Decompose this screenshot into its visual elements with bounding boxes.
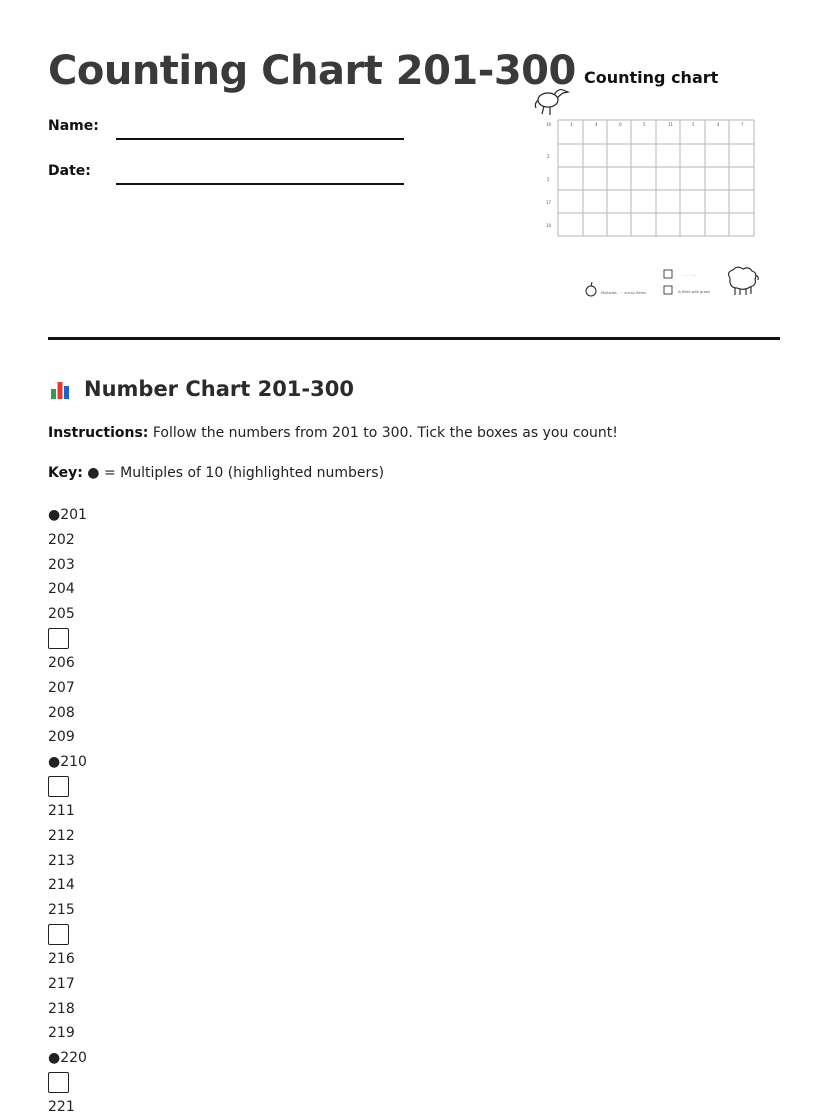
tick-checkbox[interactable] <box>48 1072 69 1093</box>
number-item: 218 <box>48 1000 75 1017</box>
thumb-col-label: 11 <box>668 122 674 127</box>
thumb-row-label: 10 <box>546 122 552 127</box>
number-item: 212 <box>48 827 75 844</box>
number-list <box>48 503 87 1120</box>
section-title: Number Chart 201-300 <box>84 377 354 401</box>
number-item: 206 <box>48 654 75 671</box>
number-item: 221 <box>48 1098 75 1115</box>
number-item: ●210 <box>48 754 87 771</box>
thumb-col-label: 5 <box>692 122 695 127</box>
thumb-col-label: 4 <box>717 122 720 127</box>
tick-checkbox[interactable] <box>48 776 69 797</box>
number-item: ●220 <box>48 1050 87 1067</box>
thumbnail-row-labels <box>546 122 552 228</box>
date-field[interactable] <box>116 183 404 185</box>
number-item: 208 <box>48 704 75 721</box>
number-item: 213 <box>48 852 75 869</box>
number-item: 202 <box>48 531 75 548</box>
apple-icon <box>586 282 596 296</box>
thumb-checkbox <box>664 286 672 294</box>
thumb-row-label: 2 <box>547 154 550 159</box>
thumb-legend-a: Multiples · · · sunny items <box>601 291 646 295</box>
thumb-dots: · · · ◦◦ <box>684 273 697 278</box>
number-item: 217 <box>48 975 75 992</box>
section-divider <box>48 337 780 340</box>
thumb-col-label: 0 <box>619 122 622 127</box>
tick-checkbox[interactable] <box>48 628 69 649</box>
thumb-checkbox <box>664 270 672 278</box>
key-text: ● = Multiples of 10 (highlighted numbers) <box>82 465 385 481</box>
number-item: 216 <box>48 950 75 967</box>
thumb-col-label: 4 <box>595 122 598 127</box>
thumb-row-label: 17 <box>546 200 552 205</box>
thumb-row-label: 5 <box>547 177 550 182</box>
number-item: ●201 <box>48 507 87 523</box>
thumbnail-column-labels <box>570 122 744 127</box>
number-item: 207 <box>48 679 75 696</box>
thumbnail-grid-lines <box>558 120 754 236</box>
counting-chart-thumbnail <box>530 62 770 312</box>
key-legend <box>48 465 384 481</box>
bar-chart-icon <box>48 377 72 401</box>
thumb-col-label: 7 <box>741 122 744 127</box>
page-title: Counting Chart 201-300 <box>48 48 576 94</box>
key-label: Key: <box>48 465 83 481</box>
thumb-col-label: 5 <box>643 122 646 127</box>
instructions-label: Instructions: <box>48 425 149 441</box>
date-label: Date: <box>48 163 91 179</box>
instructions <box>48 425 618 441</box>
number-item: 215 <box>48 902 75 919</box>
bird-icon <box>535 90 568 115</box>
number-item: 205 <box>48 606 75 623</box>
name-label: Name: <box>48 118 99 134</box>
tick-checkbox[interactable] <box>48 924 69 945</box>
number-item: 219 <box>48 1025 75 1042</box>
thumb-col-label: 3 <box>570 122 573 127</box>
thumb-legend-b: Is filled with green <box>678 290 711 294</box>
thumbnail-grid <box>530 62 770 312</box>
number-item: 209 <box>48 729 75 746</box>
instructions-text: Follow the numbers from 201 to 300. Tick the boxes as you count! <box>148 425 618 441</box>
thumbnail-title: Counting chart <box>584 68 719 87</box>
name-field[interactable] <box>116 138 404 140</box>
thumb-row-label: 10 <box>546 223 552 228</box>
number-item: 214 <box>48 877 75 894</box>
number-item: 211 <box>48 802 75 819</box>
number-item: 204 <box>48 581 75 598</box>
sheep-icon <box>729 267 759 295</box>
number-item: 203 <box>48 556 75 573</box>
